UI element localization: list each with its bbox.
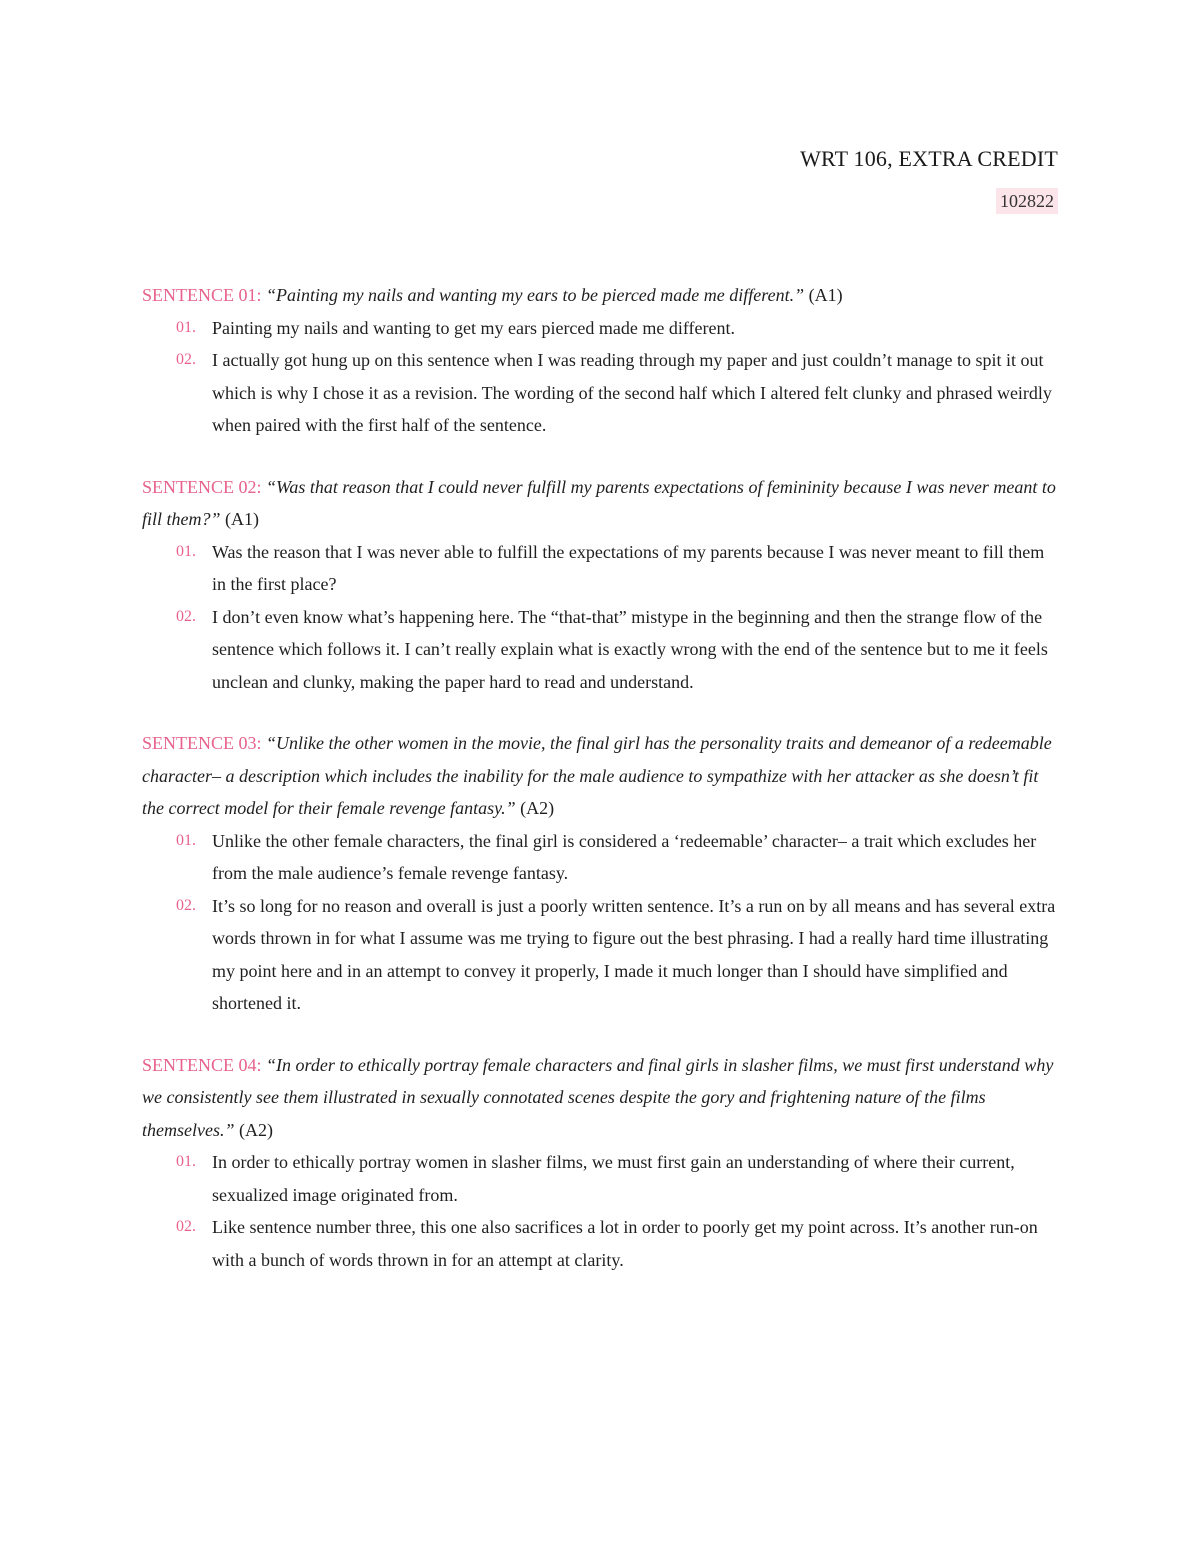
- item-text: Was the reason that I was never able to fulfill the expectations of my parents because I was never meant to fill them in the first place?: [212, 541, 1045, 594]
- sentence-reference: (A1): [225, 509, 260, 529]
- sentence-quote: “Was that reason that I could never fulfill my parents expectations of femininity because I was never meant to fill them?”: [142, 476, 1056, 529]
- revision-list: [142, 536, 1060, 699]
- sentence-heading: [142, 471, 1060, 536]
- sentence-section: [142, 1049, 1060, 1277]
- sentence-quote: “In order to ethically portray female characters and final girls in slasher films, we must first understand why we consistently see them illustrated in sexually connotated scenes despite the gory and frightening nature of the films themselves.”: [142, 1054, 1054, 1140]
- sentence-heading: [142, 727, 1060, 825]
- sentence-section: [142, 279, 1060, 442]
- sentence-quote: “Painting my nails and wanting my ears to be pierced made me different.”: [266, 285, 805, 305]
- document-body: [142, 279, 1060, 1305]
- item-text: It’s so long for no reason and overall is just a poorly written sentence. It’s a run on by all means and has several extra words thrown in for what I assume was me trying to figure out the best phrasing. I had a really hard time illustrating my point here and in an attempt to convey it properly, I made it much longer than I should have simplified and shortened it.: [212, 895, 1056, 1013]
- sentence-reference: (A2): [238, 1119, 273, 1140]
- item-text: In order to ethically portray women in slasher films, we must first gain an understanding of where their current, sexualized image originated from.: [212, 1152, 1015, 1205]
- sentence-reference: (A1): [808, 285, 843, 305]
- explanation-item: [142, 344, 1060, 442]
- item-text: Unlike the other female characters, the final girl is considered a ‘redeemable’ character– a trait which excludes her from the male audience’s female revenge fantasy.: [212, 830, 1037, 883]
- item-text: Like sentence number three, this one also sacrifices a lot in order to poorly get my point across. It’s another run-on with a bunch of words thrown in for an attempt at clarity.: [212, 1217, 1038, 1270]
- item-text: I actually got hung up on this sentence when I was reading through my paper and just couldn’t manage to spit it out which is why I chose it as a revision. The wording of the second half which I altered felt clunky and phrased weirdly when paired with the first half of the sentence.: [212, 350, 1052, 435]
- item-number: 02.: [176, 1218, 196, 1235]
- item-number: 01.: [176, 542, 196, 560]
- revision-item: [142, 536, 1060, 601]
- sentence-label: SENTENCE 02:: [142, 476, 262, 497]
- item-number: 02.: [176, 607, 196, 625]
- sentence-section: [142, 727, 1060, 1020]
- explanation-item: [142, 601, 1060, 699]
- sentence-label: SENTENCE 04:: [142, 1054, 262, 1075]
- item-number: 02.: [176, 896, 196, 914]
- sentence-label: SENTENCE 03:: [142, 733, 262, 753]
- document-title: WRT 106, EXTRA CREDIT: [800, 146, 1058, 171]
- explanation-item: [142, 890, 1060, 1020]
- sentence-heading: [142, 279, 1060, 312]
- document-date: 102822: [996, 188, 1058, 214]
- item-text: Painting my nails and wanting to get my ears pierced made me different.: [212, 317, 736, 338]
- item-number: 01.: [176, 318, 196, 336]
- item-number: 01.: [176, 1153, 196, 1170]
- revision-list: [142, 312, 1060, 442]
- document-header: [800, 146, 1058, 214]
- item-text: I don’t even know what’s happening here. The “that-that” mistype in the beginning and then the strange flow of the sentence which follows it. I can’t really explain what is exactly wrong with the end of the sentence but to me it feels unclean and clunky, making the paper hard to read and understand.: [212, 606, 1048, 692]
- revision-item: [142, 1146, 1060, 1211]
- sentence-section: [142, 471, 1060, 699]
- revision-list: [142, 825, 1060, 1020]
- revision-list: [142, 1146, 1060, 1276]
- sentence-quote: “Unlike the other women in the movie, the final girl has the personality traits and demeanor of a redeemable character– a description which includes the inability for the male audience to sympathize with her attacker as she doesn’t fit the correct model for their female revenge fantasy.”: [142, 733, 1052, 818]
- revision-item: [142, 312, 1060, 345]
- explanation-item: [142, 1211, 1060, 1276]
- sentence-heading: [142, 1049, 1060, 1147]
- sentence-reference: (A2): [520, 798, 555, 818]
- revision-item: [142, 825, 1060, 890]
- item-number: 02.: [176, 351, 196, 368]
- item-number: 01.: [176, 831, 196, 849]
- sentence-label: SENTENCE 01:: [142, 285, 262, 305]
